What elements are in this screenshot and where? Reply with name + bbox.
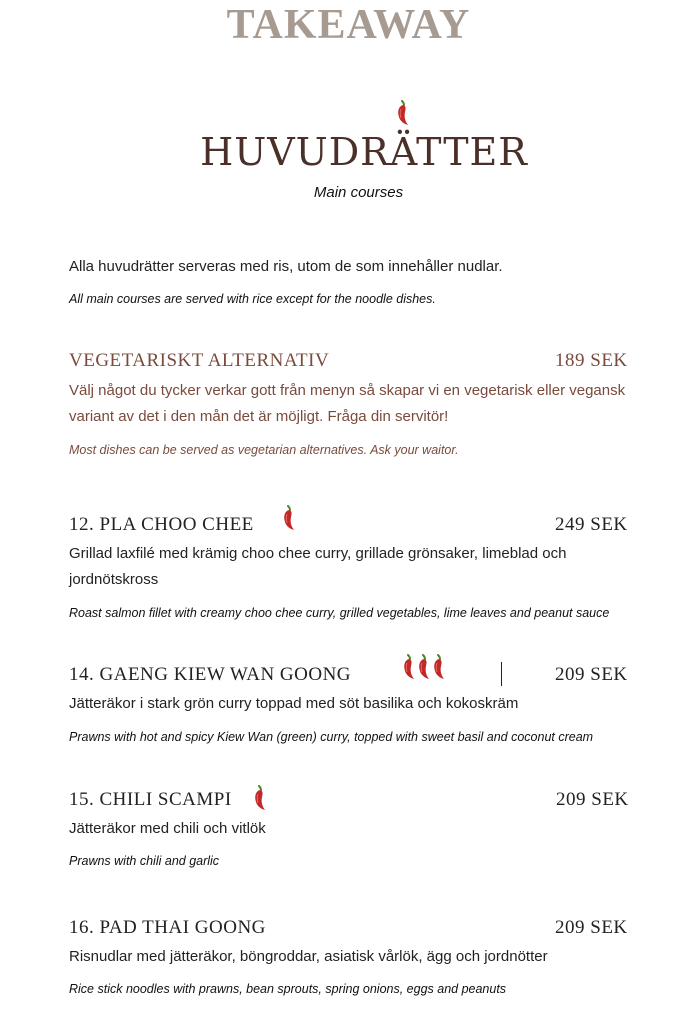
chili-pepper-icon bbox=[402, 654, 416, 680]
dish-price: 209 SEK bbox=[555, 917, 628, 938]
dish-description-english: Prawns with hot and spicy Kiew Wan (green) curry, topped with sweet basil and coconut cream bbox=[69, 730, 594, 744]
section-subtitle: Main courses bbox=[313, 184, 404, 201]
dish-price: 249 SEK bbox=[555, 514, 628, 535]
dish-price: 209 SEK bbox=[556, 789, 629, 810]
dish-price: 209 SEK bbox=[555, 664, 628, 685]
dish-description-swedish: Jätteräkor med chili och vitlök bbox=[69, 820, 266, 837]
dish-name: VEGETARISKT ALTERNATIV bbox=[69, 350, 330, 371]
chili-pepper-icon bbox=[432, 654, 446, 680]
chili-pepper-icon bbox=[253, 785, 267, 811]
chili-pepper-icon bbox=[417, 654, 431, 680]
dish-name: 16. PAD THAI GOONG bbox=[69, 917, 266, 938]
page-header-title: TAKEAWAY bbox=[226, 2, 471, 48]
dish-name: 12. PLA CHOO CHEE bbox=[69, 514, 254, 535]
dish-description-english: Rice stick noodles with prawns, bean sprouts, spring onions, eggs and peanuts bbox=[69, 982, 507, 996]
dish-price: 189 SEK bbox=[555, 350, 628, 371]
dish-name: 14. GAENG KIEW WAN GOONG bbox=[69, 664, 352, 685]
dish-name: 15. CHILI SCAMPI bbox=[69, 789, 232, 810]
intro-text-english: All main courses are served with rice except for the noodle dishes. bbox=[69, 292, 436, 306]
intro-text-swedish: Alla huvudrätter serveras med ris, utom de som innehåller nudlar. bbox=[69, 258, 503, 275]
dish-description-swedish: Risnudlar med jätteräkor, böngroddar, asiatisk vårlök, ägg och jordnötter bbox=[69, 948, 548, 965]
column-divider bbox=[501, 662, 502, 686]
dish-description-english: Most dishes can be served as vegetarian alternatives. Ask your waitor. bbox=[69, 443, 459, 457]
dish-description-swedish: Grillad laxfilé med krämig choo chee curry, grillade grönsaker, limeblad och jordnötskross bbox=[69, 545, 567, 588]
dish-description-swedish: Välj något du tycker verkar gott från menyn så skapar vi en vegetarisk eller vegansk variant av det i den mån det är möjligt. Fråga din servitör! bbox=[69, 382, 626, 425]
dish-description-english: Prawns with chili and garlic bbox=[69, 854, 220, 868]
section-title: HUVUDRÄTTER bbox=[200, 130, 528, 174]
chili-pepper-icon bbox=[282, 505, 296, 531]
dish-description-english: Roast salmon fillet with creamy choo chee curry, grilled vegetables, lime leaves and peanut sauce bbox=[69, 606, 610, 620]
chili-pepper-icon bbox=[396, 100, 410, 126]
dish-description-swedish: Jätteräkor i stark grön curry toppad med söt basilika och kokoskräm bbox=[69, 695, 519, 712]
